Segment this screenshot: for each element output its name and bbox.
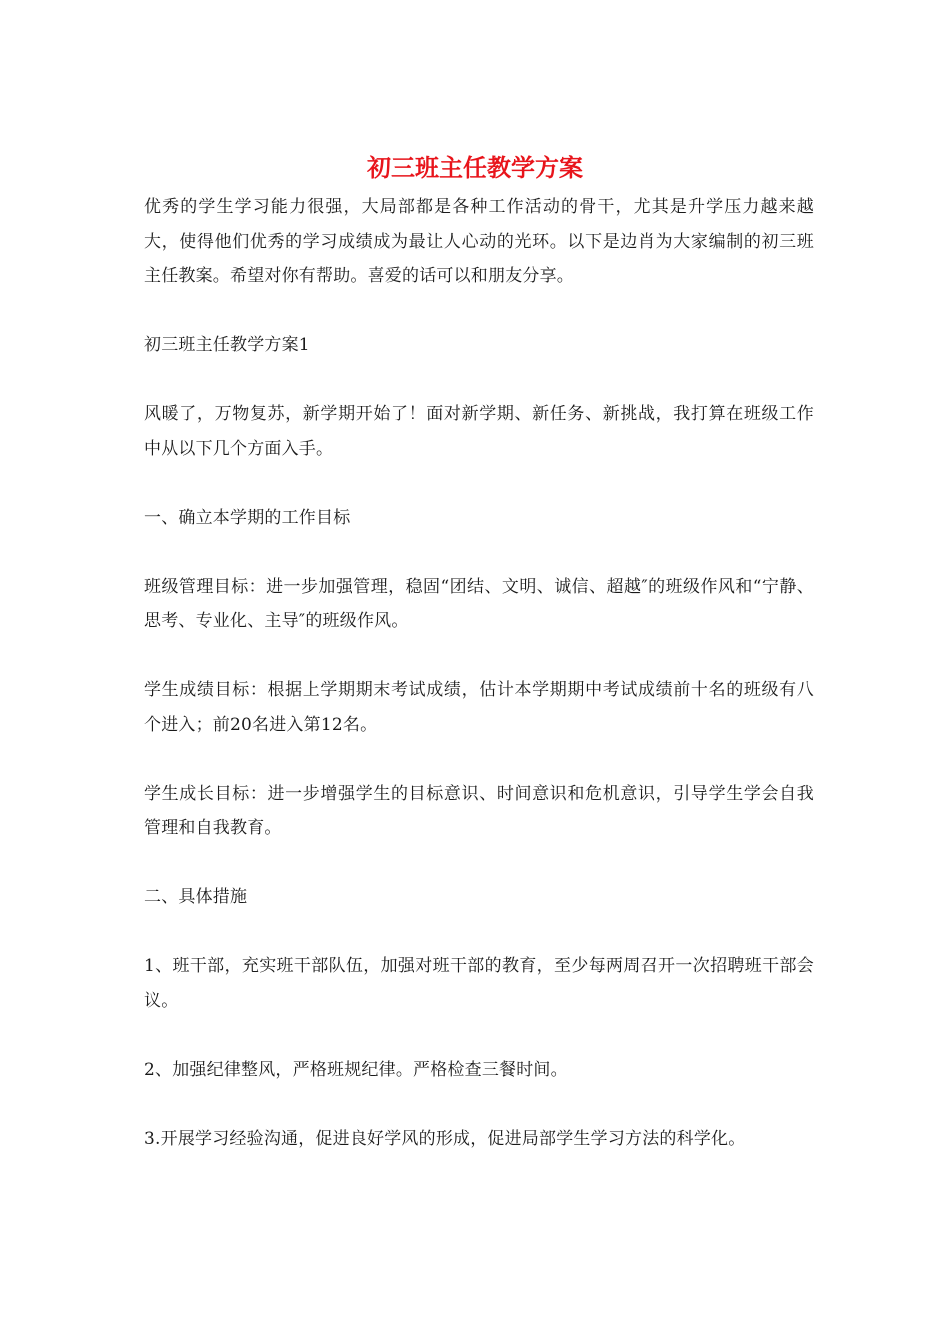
document-title: 初三班主任教学方案 (367, 153, 583, 182)
document-body (144, 190, 814, 1191)
student-grade-goal: 学生成绩目标：根据上学期期末考试成绩，估计本学期期中考试成绩前十名的班级有八个进入；前20名进入第12名。 (144, 680, 814, 735)
section-heading-plan-1: 初三班主任教学方案1 (144, 335, 310, 355)
measure-item-2: 2、加强纪律整风，严格班规纪律。严格检查三餐时间。 (144, 1059, 568, 1080)
heading-work-goals: 一、确立本学期的工作目标 (144, 507, 351, 528)
intro-paragraph: 优秀的学生学习能力很强，大局部都是各种工作活动的骨干，尤其是升学压力越来越大，使得他们优秀的学习成绩成为最让人心动的光环。以下是边肖为大家编制的初三班主任教案。希望对你有帮助。喜爱的话可以和朋友分享。 (144, 197, 814, 286)
class-management-goal: 班级管理目标：进一步加强管理，稳固“团结、文明、诚信、超越″的班级作风和“宁静、思考、专业化、主导″的班级作风。 (144, 576, 814, 631)
opening-paragraph: 风暖了，万物复苏，新学期开始了！面对新学期、新任务、新挑战，我打算在班级工作中从以下几个方面入手。 (144, 404, 814, 459)
measure-item-3: 3.开展学习经验沟通，促进良好学风的形成，促进局部学生学习方法的科学化。 (144, 1128, 746, 1149)
heading-specific-measures: 二、具体措施 (144, 887, 248, 907)
student-growth-goal: 学生成长目标：进一步增强学生的目标意识、时间意识和危机意识，引导学生学会自我管理和自我教育。 (144, 783, 814, 838)
measure-item-1: 1、班干部，充实班干部队伍，加强对班干部的教育，至少每两周召开一次招聘班干部会议。 (144, 956, 814, 1011)
